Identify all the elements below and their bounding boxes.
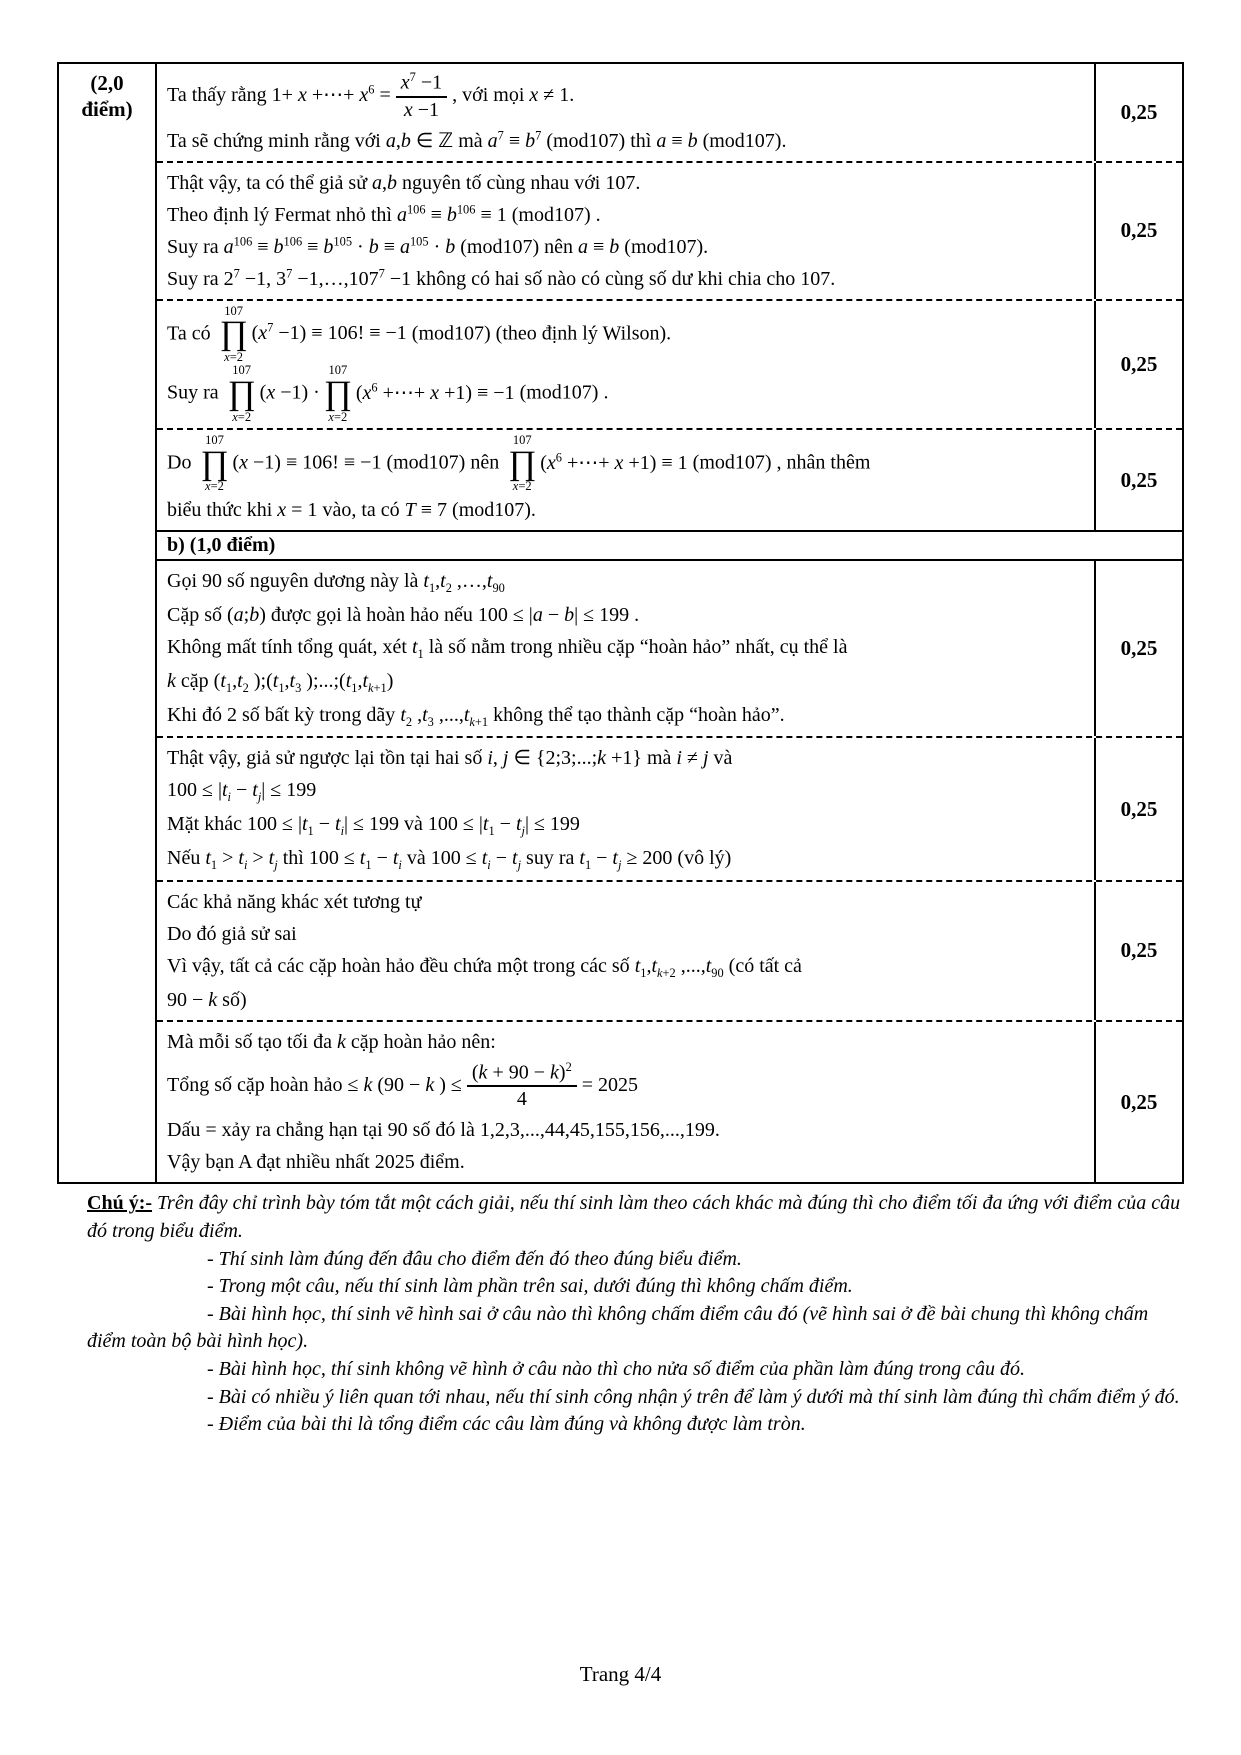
- math-run: 100 ≤ |a − b| ≤ 199: [477, 603, 630, 626]
- text-run: Suy ra: [167, 267, 224, 290]
- text-run: biểu thức khi: [167, 499, 278, 522]
- math-run: k: [336, 1030, 346, 1053]
- text-run: Suy ra: [167, 235, 224, 258]
- solution-line: [167, 599, 1084, 631]
- solution-line: [167, 68, 1084, 125]
- text-run: .: [569, 83, 575, 106]
- text-run: Vì vậy, tất cả các cặp hoàn hảo đều chứa một trong các số: [167, 954, 635, 977]
- text-run: (mod107) thì: [541, 129, 657, 152]
- score-cell: [1094, 163, 1182, 299]
- solution-line: [167, 699, 1084, 733]
- points-line-1: (2,0: [90, 71, 124, 95]
- solution-line: [167, 565, 1084, 599]
- math-run: a ≡ b: [578, 235, 620, 258]
- math-run: $t_1,t_2$ $,\dots,t_{90}$: [423, 570, 505, 596]
- math-run: $100 \le t_i - t_j$: [430, 847, 522, 873]
- solution-row: [157, 430, 1182, 532]
- question-points-cell: [59, 64, 157, 1182]
- math-run: $t_1,t_{k+2}$ $,...,t_{90}$: [634, 954, 724, 980]
- text-run: (mod107) (theo định lý Wilson).: [406, 322, 672, 345]
- solution-row: [157, 163, 1182, 301]
- math-run: x ≠ 1: [529, 83, 570, 106]
- solution-line: [167, 1026, 1084, 1058]
- solution-rows: [157, 64, 1182, 1182]
- math-run: (a;b): [227, 603, 266, 626]
- product-glyph: ∏: [219, 315, 248, 353]
- math-run: = 2025: [581, 1073, 639, 1096]
- score-cell: [1094, 882, 1182, 1020]
- score-value: 0,25: [1120, 1089, 1158, 1114]
- text-run: .: [629, 603, 640, 626]
- text-run: và: [401, 847, 431, 870]
- math-run: $100 \le |t_i - t_j| \le 199$: [167, 779, 317, 805]
- score-value: 0,25: [1120, 218, 1158, 243]
- math-run: 90 − k: [167, 988, 218, 1011]
- solution-row: [157, 738, 1182, 882]
- solution-line: [167, 631, 1084, 665]
- math-run: ≤ k (90 − k ) ≤: [347, 1073, 462, 1096]
- solution-line: [167, 263, 1084, 295]
- solution-table: [57, 62, 1184, 1184]
- text-run: thì: [277, 847, 309, 870]
- solution-row: [157, 64, 1182, 163]
- content-cell: [157, 163, 1094, 299]
- solution-line: [167, 199, 1084, 231]
- content-cell: [157, 1022, 1094, 1183]
- content-cell: [157, 430, 1094, 530]
- text-run: không có hai số nào có cùng số dư khi chia cho 107.: [411, 267, 836, 290]
- math-run: $100 \le t_1 - t_i$: [308, 847, 402, 873]
- score-cell: [1094, 430, 1182, 530]
- math-run: ($t_1,t_2$ )$;(t_1,t_3$ )$;...;(t_1,t_{k+1})$: [213, 669, 394, 695]
- solution-line: [167, 494, 1084, 526]
- text-run: (mod107).: [619, 235, 709, 258]
- solution-line: [167, 434, 1084, 494]
- text-run: số): [217, 988, 247, 1011]
- text-run: Thật vậy, ta có thể giả sử: [167, 171, 373, 194]
- text-run: mà: [453, 129, 488, 152]
- content-cell: [157, 64, 1094, 161]
- math-run: 1,2,3,...,44,45,155,156,...,199: [479, 1119, 715, 1142]
- solution-line: [167, 167, 1084, 199]
- solution-line: [167, 808, 1084, 842]
- math-run: $t_1 > t_i > t_j$: [205, 847, 278, 873]
- text-run: (mod107) .: [506, 203, 601, 226]
- text-run: Do đó giả sử sai: [167, 922, 297, 945]
- solution-line: [167, 125, 1084, 157]
- fraction: [467, 1060, 577, 1113]
- solution-line: [167, 1146, 1084, 1178]
- text-run: Mà mỗi số tạo tối đa: [167, 1030, 337, 1053]
- math-run: x = 1: [277, 499, 318, 522]
- text-run: Nếu: [167, 847, 206, 870]
- note-item: - Thí sinh làm đúng đến đâu cho điểm đến đó theo đúng biểu điểm.: [207, 1247, 742, 1270]
- math-run: $a^7 \equiv b^7$: [487, 128, 542, 152]
- solution-line: [167, 1114, 1084, 1146]
- score-cell: [1094, 561, 1182, 736]
- note-item: - Bài có nhiều ý liên quan tới nhau, nếu thí sinh công nhận ý trên để làm ý dưới mà thí sinh làm đúng thì chấm điểm ý đó.: [207, 1385, 1180, 1408]
- product-symbol: [508, 434, 536, 494]
- math-run: $t_2$ $,t_3$ $,...,t_{k+1}$: [400, 703, 489, 729]
- text-run: cặp: [175, 669, 214, 692]
- product-upper-limit: 107: [224, 303, 243, 318]
- text-run: Mặt khác: [167, 813, 247, 836]
- text-run: là số nằm trong nhiều cặp “hoàn hảo” nhất, cụ thể là: [423, 635, 848, 658]
- math-run: $t_1$: [411, 635, 424, 661]
- points-line-2: điểm): [81, 97, 133, 122]
- text-run: (mod107).: [697, 129, 787, 152]
- fraction-denominator: x −1: [403, 98, 440, 121]
- solution-line: [167, 742, 1084, 774]
- product-symbol: [324, 364, 352, 424]
- solution-row: [157, 301, 1182, 431]
- solution-line: [167, 886, 1084, 918]
- section-header-row: b) (1,0 điểm): [157, 532, 1182, 561]
- note-intro: [87, 1190, 1184, 1245]
- text-run: .: [714, 1119, 720, 1142]
- text-run: (mod107) nên: [455, 235, 578, 258]
- score-value: 0,25: [1120, 99, 1158, 124]
- score-cell: [1094, 1022, 1182, 1183]
- content-cell: [157, 882, 1094, 1020]
- page-number: Trang 4/4: [579, 1662, 662, 1686]
- math-run: $(x^7 -1) \equiv 106$! ≡ −1: [251, 320, 407, 345]
- text-run: (có tất cả: [723, 954, 802, 977]
- solution-row: [157, 561, 1182, 738]
- text-run: Thật vậy, giả sử ngược lại tồn tại hai số: [167, 747, 488, 770]
- score-value: 0,25: [1120, 467, 1158, 492]
- text-run: suy ra: [521, 847, 580, 870]
- math-run: $a^{106} \equiv b^{106} \equiv 1$: [396, 202, 507, 226]
- product-symbol: [228, 364, 256, 424]
- text-run: và: [708, 747, 733, 770]
- product-glyph: ∏: [508, 445, 537, 482]
- math-run: T ≡ 7: [404, 499, 448, 522]
- score-value: 0,25: [1120, 938, 1158, 963]
- score-cell: [1094, 64, 1182, 161]
- product-lower-limit: x=2: [232, 409, 252, 424]
- text-run: Ta sẽ chứng minh rằng với: [167, 129, 386, 152]
- product-glyph: ∏: [200, 445, 229, 482]
- product-glyph: ∏: [323, 375, 352, 413]
- text-run: (vô lý): [672, 847, 732, 870]
- content-cell: [157, 561, 1094, 736]
- math-run: a ≡ b: [656, 129, 698, 152]
- solution-line: [167, 774, 1084, 808]
- product-upper-limit: 107: [328, 363, 348, 378]
- fraction-denominator: 4: [516, 1088, 527, 1111]
- text-run: nguyên tố cùng nhau với 107.: [397, 171, 641, 194]
- text-run: , với mọi: [452, 83, 530, 106]
- solution-line: [167, 665, 1084, 699]
- math-run: (x −1) ≡ 106! ≡ −1: [232, 451, 382, 474]
- math-run: a,b: [372, 171, 398, 194]
- notes-label: Chú ý:-: [87, 1192, 153, 1215]
- solution-line: [167, 984, 1084, 1016]
- note-item: - Bài hình học, thí sinh vẽ hình sai ở câu nào thì không chấm điểm câu đó (vẽ hình sai ở đề bài chung thì không chấm điểm toàn bộ bài hình học).: [87, 1302, 1149, 1353]
- product-upper-limit: 107: [232, 363, 252, 378]
- math-run: 1+ x +⋯+ $x^6$ =: [271, 82, 391, 106]
- solution-line: [167, 842, 1084, 876]
- text-run: cặp hoàn hảo nên:: [345, 1030, 496, 1053]
- score-cell: [1094, 301, 1182, 429]
- text-run: Tổng số cặp hoàn hảo: [167, 1073, 348, 1096]
- score-cell: [1094, 738, 1182, 880]
- solution-line: [167, 1058, 1084, 1115]
- product-symbol: [200, 434, 228, 494]
- product-symbol: [220, 305, 248, 365]
- note-item: - Bài hình học, thí sinh không vẽ hình ở câu nào thì cho nửa số điểm của phần làm đúng trong câu đó.: [207, 1358, 1025, 1381]
- solution-row: [157, 882, 1182, 1022]
- product-lower-limit: x=2: [205, 479, 224, 494]
- text-run: Ta có: [167, 322, 216, 345]
- product-lower-limit: x=2: [328, 409, 348, 424]
- math-run: $100 \le |t_1 - t_j| \le 199$: [427, 813, 580, 839]
- note-item: - Điểm của bài thi là tổng điểm các câu làm đúng và không được làm tròn.: [207, 1413, 806, 1436]
- math-run: ($x^6$ +⋯+ x +1) ≡ −1: [355, 380, 515, 404]
- product-upper-limit: 107: [205, 433, 224, 448]
- text-run: Gọi 90 số nguyên dương này là: [167, 570, 424, 593]
- text-run: và: [399, 813, 428, 836]
- solution-line: [167, 950, 1084, 984]
- solution-line: [167, 231, 1084, 263]
- text-run: được gọi là hoàn hảo nếu: [265, 603, 478, 626]
- content-cell: [157, 301, 1094, 429]
- math-run: ($x^6$ +⋯+ x +1) ≡ 1: [540, 450, 688, 474]
- solution-line: [167, 364, 1084, 424]
- product-glyph: ∏: [227, 375, 256, 413]
- product-upper-limit: 107: [512, 433, 532, 448]
- math-run: $100 \le |t_1 - t_i| \le 199$: [246, 813, 400, 839]
- text-run: không thể tạo thành cặp “hoàn hảo”.: [488, 703, 785, 726]
- product-lower-limit: x=2: [224, 349, 244, 364]
- math-run: $a^{106} \equiv b^{106} \equiv b^{105} \cdot b \equiv a^{105} \cdot b$: [223, 234, 456, 258]
- math-run: $2^7 -1$, $3^7$ $-1,\dots,107^7 -1$: [223, 266, 412, 290]
- fraction-numerator: $(k + 90 - k)^2$: [467, 1060, 577, 1088]
- text-run: (mod107) , nhân thêm: [687, 451, 871, 474]
- text-run: Các khả năng khác xét tương tự: [167, 890, 422, 913]
- text-run: Khi đó 2 số bất kỳ trong dãy: [167, 703, 401, 726]
- fraction: [396, 70, 447, 123]
- text-run: vào, ta có: [317, 499, 405, 522]
- text-run: (mod107) .: [514, 381, 609, 404]
- math-run: i ≠ j: [676, 747, 709, 770]
- note-item: - Trong một câu, nếu thí sinh làm phần trên sai, dưới đúng thì không chấm điểm.: [207, 1275, 853, 1298]
- solution-line: [167, 918, 1084, 950]
- note-intro-text: Trên đây chỉ trình bày tóm tắt một cách giải, nếu thí sinh làm theo cách khác mà đúng thì cho điểm tối đa ứng với điểm của câu đó trong biểu điểm.: [87, 1192, 1181, 1243]
- text-run: Vậy bạn A đạt nhiều nhất 2025 điểm.: [167, 1151, 465, 1174]
- fraction-numerator: $x^7 -1$: [396, 70, 447, 98]
- text-run: Suy ra: [167, 381, 224, 404]
- math-run: k: [167, 669, 176, 692]
- product-lower-limit: x=2: [512, 479, 532, 494]
- solution-line: [167, 305, 1084, 365]
- math-run: a,b ∈ ℤ: [385, 129, 454, 152]
- score-value: 0,25: [1120, 351, 1158, 376]
- grading-notes: [87, 1190, 1184, 1438]
- text-run: Ta thấy rằng: [167, 83, 272, 106]
- text-run: Cặp số: [167, 603, 227, 626]
- math-run: (x −1) ·: [259, 381, 320, 404]
- solution-row: [157, 1022, 1182, 1183]
- text-run: Không mất tính tổng quát, xét: [167, 635, 412, 658]
- text-run: mà: [641, 747, 677, 770]
- score-value: 0,25: [1120, 796, 1158, 821]
- math-run: $t_1 - t_j \ge 200$: [579, 847, 673, 873]
- text-run: (mod107) nên: [381, 451, 505, 474]
- text-run: Theo định lý Fermat nhỏ thì: [167, 203, 397, 226]
- content-cell: [157, 738, 1094, 880]
- text-run: (mod107).: [447, 499, 536, 522]
- score-value: 0,25: [1120, 636, 1158, 661]
- text-run: Do: [167, 451, 197, 474]
- math-run: i, j ∈ {2;3;...;k +1}: [487, 747, 642, 770]
- text-run: Dấu = xảy ra chẳng hạn tại 90 số đó là: [167, 1119, 480, 1142]
